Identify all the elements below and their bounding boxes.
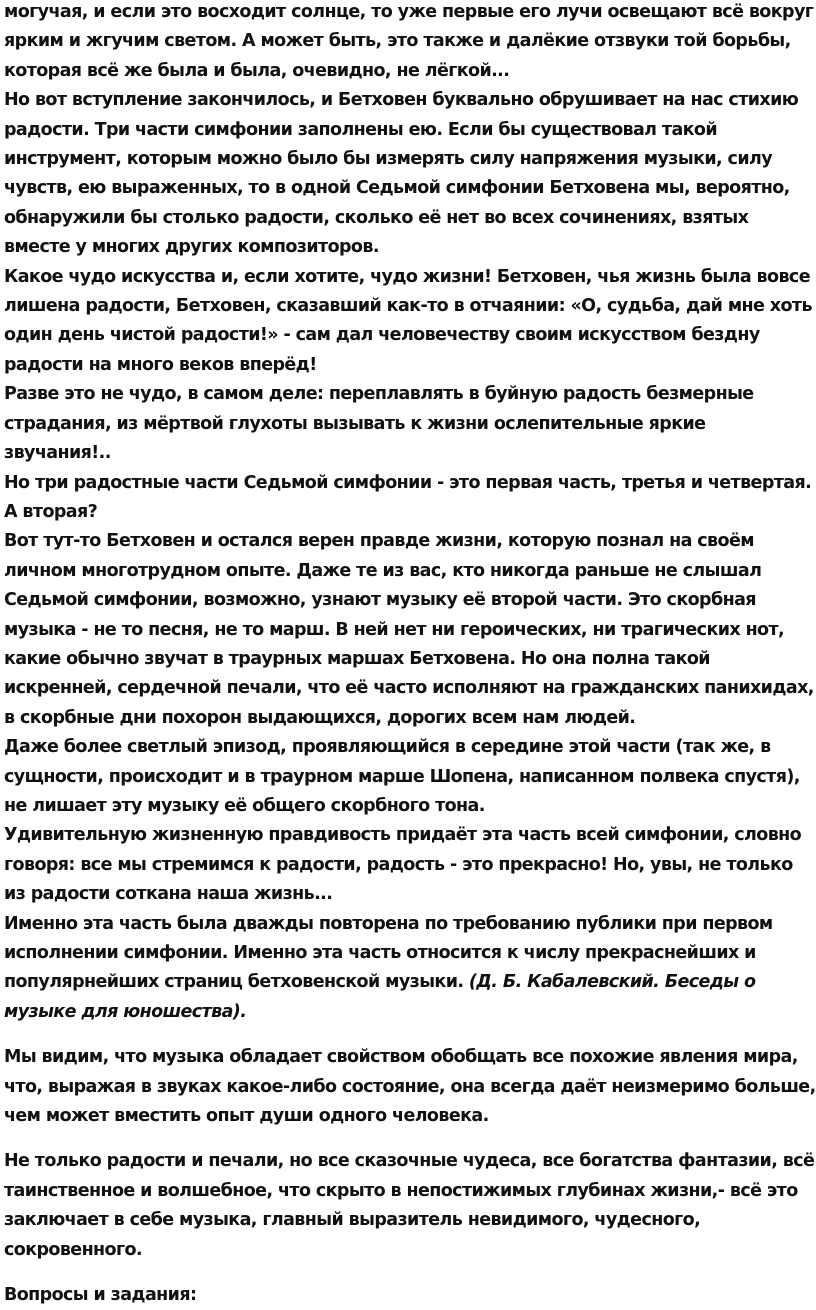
paragraph-9-text: Именно эта часть была дважды повторена по требованию публики при первом исполнении симфонии. Именно эта часть относится к числу прекраснейших и популярнейших страниц бетховенской музыки. (4, 913, 773, 993)
paragraph-6: Вот тут-то Бетховен и остался верен правде жизни, которую познал на своём личном многотрудном опыте. Даже те из вас, кто никогда раньше не слышал Седьмой симфонии, возможно, узнают музыку её второй части. Это скорбная музыка - не то песня, не то марш. В ней нет ни героических, ни трагических нот, какие обычно звучат в траурных маршах Бетховена. Но она полна такой искренней, сердечной печали, что её часто исполняют на гражданских панихидах, в скорбные дни похорон выдающихся, дорогих всем нам людей. (4, 531, 814, 728)
paragraph-10: Мы видим, что музыка обладает свойством обобщать все похожие явления мира, что, выражая в звуках какое-либо состояние, она всегда даёт неизмеримо больше, чем может вместить опыт души одного человека. (4, 1047, 816, 1127)
paragraph-8: Удивительную жизненную правдивость придаёт эта часть всей симфонии, словно говоря: все мы стремимся к радости, радость - это прекрасно! Но, увы, не только из радости соткана наша жизнь... (4, 825, 802, 905)
paragraph-11: Не только радости и печали, но все сказочные чудеса, все богатства фантазии, всё таинственное и волшебное, что скрыто в непостижимых глубинах жизни,- всё это заключает в себе музыка, главный выразитель невидимого, чудесного, сокровенного. (4, 1151, 815, 1260)
citation: (Д. Б. Кабалевский. Беседы о музыке для юношества). (4, 972, 756, 1022)
paragraph-5: Но три радостные части Седьмой симфонии - это первая часть, третья и четвертая. А вторая? (4, 472, 812, 522)
paragraph-4: Разве это не чудо, в самом деле: переплавлять в буйную радость безмерные страдания, из мёртвой глухоты вызывать к жизни ослепительные яркие звучания!.. (4, 384, 754, 464)
questions-heading: Вопросы и задания: (4, 1285, 197, 1306)
paragraph-2: Но вот вступление закончилось, и Бетховен буквально обрушивает на нас стихию радости. Три части симфонии заполнены ею. Если бы существовал такой инструмент, которым можно было бы измерять силу напряжения музыки, силу чувств, ею выраженных, то в одной Седьмой симфонии Бетховена мы, вероятно, обнаружили бы столько радости, сколько её нет во всех сочинениях, взятых вместе у многих других композиторов. (4, 90, 799, 258)
paragraph-9 (4, 910, 816, 1028)
paragraph-7: Даже более светлый эпизод, проявляющийся в середине этой части (так же, в сущности, происходит и в траурном марше Шопена, написанном полвека спустя), не лишает эту музыку её общего скорбного тона. (4, 737, 800, 816)
paragraph-1: могучая, и если это восходит солнце, то уже первые его лучи освещают всё вокруг ярким и жгучим светом. А может быть, это также и далёкие отзвуки той борьбы, которая всё же была и была, очевидно, не лёгкой... (4, 2, 814, 81)
paragraph-3: Какое чудо искусства и, если хотите, чудо жизни! Бетховен, чья жизнь была вовсе лишена радости, Бетховен, сказавший как-то в отчаянии: «О, судьба, дай мне хоть один день чистой радости!» - сам дал человечеству своим искусством бездну радости на много веков вперёд! (4, 266, 812, 375)
